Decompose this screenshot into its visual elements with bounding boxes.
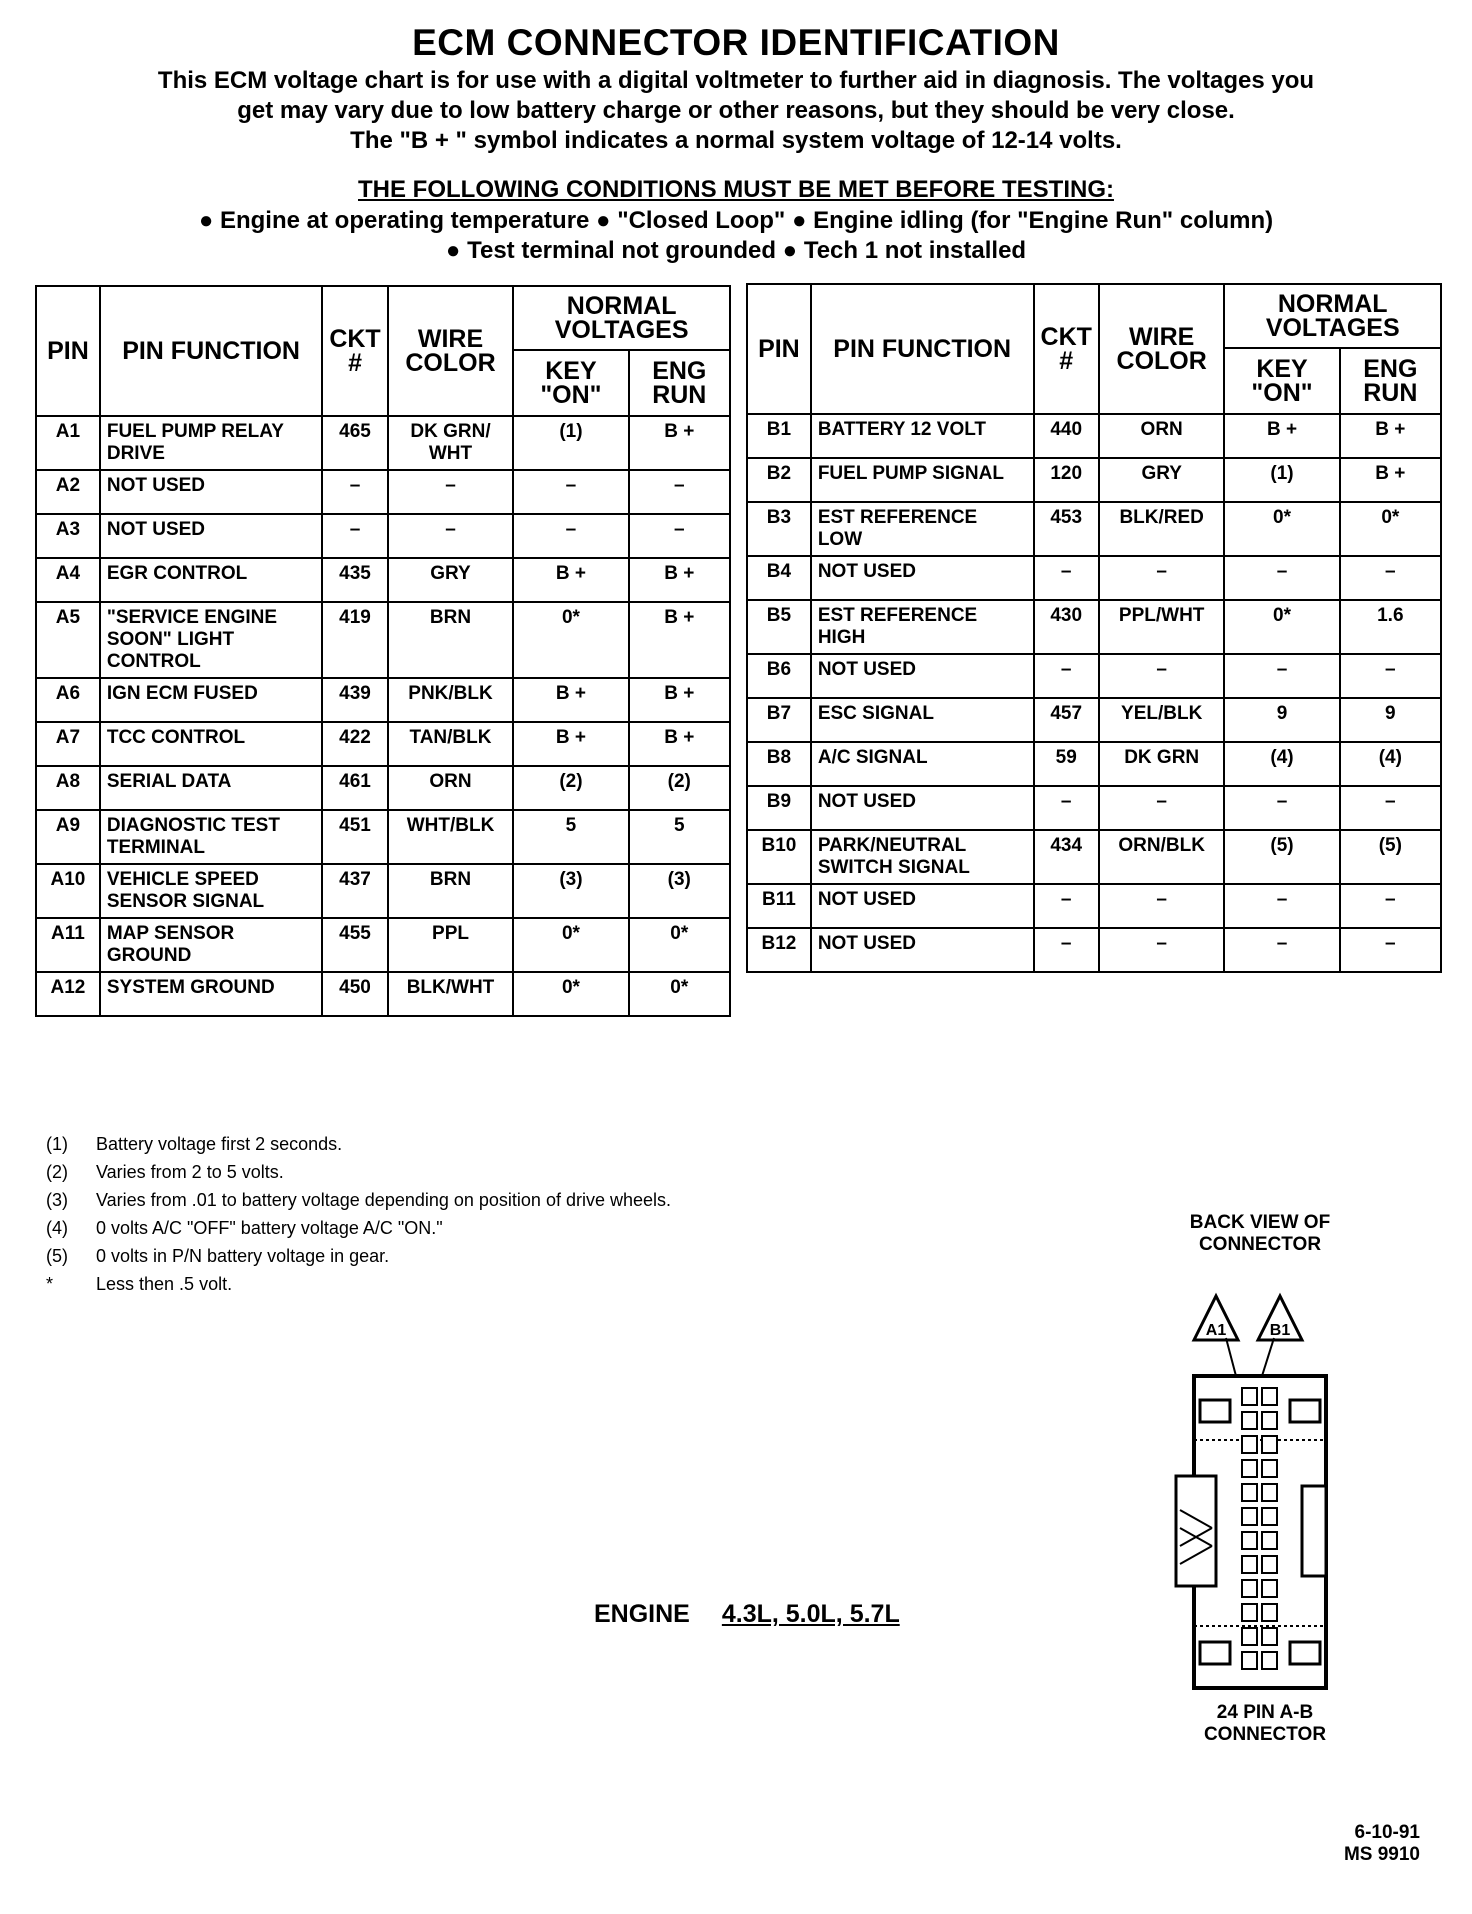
eng-run-cell: 0* xyxy=(629,972,730,1016)
eng-run-cell: B + xyxy=(629,558,730,602)
wire-cell: ORN/BLK xyxy=(1099,830,1225,884)
table-row xyxy=(36,722,730,766)
eng-run-cell: (4) xyxy=(1340,742,1441,786)
connector-pin xyxy=(1242,1604,1257,1621)
table-row xyxy=(36,514,730,558)
function-cell: NOT USED xyxy=(811,786,1034,830)
footer-code: MS 9910 xyxy=(1343,1844,1420,1865)
back-view-label: BACK VIEW OF CONNECTOR xyxy=(1189,1212,1331,1255)
wire-cell: – xyxy=(388,470,514,514)
connector-pin xyxy=(1262,1604,1277,1621)
function-cell: FUEL PUMP SIGNAL xyxy=(811,458,1034,502)
pin-cell: B8 xyxy=(747,742,811,786)
col-eng-run: ENG RUN xyxy=(629,350,730,416)
intro-line: get may vary due to low battery charge or other reasons, but they should be very close. xyxy=(237,97,1235,124)
table-row xyxy=(747,928,1441,972)
ckt-cell: 451 xyxy=(322,810,387,864)
function-cell: TCC CONTROL xyxy=(100,722,322,766)
table-row xyxy=(36,864,730,918)
key-on-cell: B + xyxy=(513,722,628,766)
wire-cell: GRY xyxy=(388,558,514,602)
key-on-cell: (2) xyxy=(513,766,628,810)
pin-cell: B11 xyxy=(747,884,811,928)
pin-cell: B4 xyxy=(747,556,811,600)
eng-run-cell: B + xyxy=(1340,414,1441,458)
key-on-cell: 0* xyxy=(1224,600,1339,654)
document-footer xyxy=(1344,1822,1420,1866)
ckt-cell: 120 xyxy=(1034,458,1099,502)
ckt-cell: 455 xyxy=(322,918,387,972)
engine-label: ENGINE 4.3L, 5.0L, 5.7L xyxy=(594,1600,900,1628)
ckt-cell: 430 xyxy=(1034,600,1099,654)
table-row xyxy=(36,470,730,514)
eng-run-cell: 1.6 xyxy=(1340,600,1441,654)
pin-cell: B10 xyxy=(747,830,811,884)
table-row xyxy=(36,766,730,810)
key-on-cell: (5) xyxy=(1224,830,1339,884)
ckt-cell: 437 xyxy=(322,864,387,918)
ckt-cell: 440 xyxy=(1034,414,1099,458)
wire-cell: PNK/BLK xyxy=(388,678,514,722)
eng-run-cell: – xyxy=(1340,556,1441,600)
connector-pin xyxy=(1242,1484,1257,1501)
pin-cell: B6 xyxy=(747,654,811,698)
connector-pin xyxy=(1262,1532,1277,1549)
eng-run-cell: – xyxy=(1340,928,1441,972)
pin-cell: A7 xyxy=(36,722,100,766)
pin-cell: A2 xyxy=(36,470,100,514)
wire-cell: ORN xyxy=(388,766,514,810)
footnote: (4) 0 volts A/C "OFF" battery voltage A/C "ON." xyxy=(46,1218,443,1238)
footnote: (3) Varies from .01 to battery voltage depending on position of drive wheels. xyxy=(46,1190,672,1210)
eng-run-cell: B + xyxy=(629,678,730,722)
pin-cell: A5 xyxy=(36,602,100,678)
ckt-cell: 435 xyxy=(322,558,387,602)
intro-line: The "B + " symbol indicates a normal system voltage of 12-14 volts. xyxy=(350,127,1122,154)
table-row xyxy=(747,786,1441,830)
ckt-cell: – xyxy=(1034,884,1099,928)
ckt-cell: – xyxy=(1034,786,1099,830)
col-normal-voltages: NORMAL VOLTAGES xyxy=(1224,284,1441,348)
pin-b1-label: B1 xyxy=(1269,1322,1291,1339)
col-pin-function: PIN FUNCTION xyxy=(811,284,1034,414)
eng-run-cell: – xyxy=(629,514,730,558)
connector-pin xyxy=(1242,1412,1257,1429)
function-cell: NOT USED xyxy=(811,928,1034,972)
table-row xyxy=(36,972,730,1016)
col-normal-voltages: NORMAL VOLTAGES xyxy=(513,286,730,350)
wire-cell: – xyxy=(1099,654,1225,698)
table-row xyxy=(36,918,730,972)
wire-cell: ORN xyxy=(1099,414,1225,458)
wire-cell: BLK/RED xyxy=(1099,502,1225,556)
ckt-cell: 419 xyxy=(322,602,387,678)
table-row xyxy=(747,414,1441,458)
pin-cell: A10 xyxy=(36,864,100,918)
pin-cell: A3 xyxy=(36,514,100,558)
function-cell: EST REFERENCE LOW xyxy=(811,502,1034,556)
key-on-cell: (1) xyxy=(513,416,628,470)
table-row xyxy=(747,600,1441,654)
pin-cell: B3 xyxy=(747,502,811,556)
connector-pin xyxy=(1262,1436,1277,1453)
function-cell: EST REFERENCE HIGH xyxy=(811,600,1034,654)
connector-pin xyxy=(1242,1556,1257,1573)
connector-pin xyxy=(1262,1652,1277,1669)
wire-cell: – xyxy=(388,514,514,558)
footnote: (5) 0 volts in P/N battery voltage in gear. xyxy=(46,1246,390,1266)
function-cell: SYSTEM GROUND xyxy=(100,972,322,1016)
table-row xyxy=(36,416,730,470)
pin-cell: A12 xyxy=(36,972,100,1016)
col-pin-function: PIN FUNCTION xyxy=(100,286,322,416)
table-row xyxy=(747,884,1441,928)
wire-cell: PPL xyxy=(388,918,514,972)
wire-cell: BLK/WHT xyxy=(388,972,514,1016)
wire-cell: PPL/WHT xyxy=(1099,600,1225,654)
function-cell: NOT USED xyxy=(100,470,322,514)
function-cell: BATTERY 12 VOLT xyxy=(811,414,1034,458)
table-row xyxy=(36,602,730,678)
wire-cell: DK GRN xyxy=(1099,742,1225,786)
col-key-on: KEY "ON" xyxy=(1224,348,1339,414)
table-row xyxy=(36,810,730,864)
table-row xyxy=(747,698,1441,742)
key-on-cell: 0* xyxy=(1224,502,1339,556)
col-pin: PIN xyxy=(36,286,100,416)
eng-run-cell: B + xyxy=(1340,458,1441,502)
ckt-cell: – xyxy=(1034,928,1099,972)
connector-pin xyxy=(1242,1580,1257,1597)
connector-pin xyxy=(1242,1628,1257,1645)
function-cell: FUEL PUMP RELAY DRIVE xyxy=(100,416,322,470)
key-on-cell: – xyxy=(1224,786,1339,830)
intro-text xyxy=(60,66,1412,156)
connector-pin xyxy=(1262,1388,1277,1405)
wire-cell: GRY xyxy=(1099,458,1225,502)
key-on-cell: 0* xyxy=(513,918,628,972)
connector-pin xyxy=(1262,1580,1277,1597)
connector-pin xyxy=(1262,1460,1277,1477)
conditions-line: ● Test terminal not grounded ● Tech 1 not installed xyxy=(445,237,1027,264)
function-cell: PARK/NEUTRAL SWITCH SIGNAL xyxy=(811,830,1034,884)
wire-cell: BRN xyxy=(388,864,514,918)
pin-cell: B12 xyxy=(747,928,811,972)
key-on-cell: (3) xyxy=(513,864,628,918)
function-cell: MAP SENSOR GROUND xyxy=(100,918,322,972)
table-row xyxy=(747,556,1441,600)
conditions-heading: THE FOLLOWING CONDITIONS MUST BE MET BEFORE TESTING: xyxy=(358,176,1114,203)
table-row xyxy=(747,502,1441,556)
footnote: (1) Battery voltage first 2 seconds. xyxy=(46,1134,343,1154)
eng-run-cell: (2) xyxy=(629,766,730,810)
intro-line: This ECM voltage chart is for use with a digital voltmeter to further aid in diagnosis. The voltages you xyxy=(157,67,1315,94)
pin-cell: B9 xyxy=(747,786,811,830)
eng-run-cell: – xyxy=(1340,884,1441,928)
function-cell: "SERVICE ENGINE SOON" LIGHT CONTROL xyxy=(100,602,322,678)
ckt-cell: 450 xyxy=(322,972,387,1016)
connector-latch xyxy=(1176,1476,1216,1586)
ckt-cell: 461 xyxy=(322,766,387,810)
connector-type-label: 24 PIN A-B CONNECTOR xyxy=(1203,1702,1327,1745)
function-cell: A/C SIGNAL xyxy=(811,742,1034,786)
pin-cell: A8 xyxy=(36,766,100,810)
eng-run-cell: 0* xyxy=(1340,502,1441,556)
connector-pin xyxy=(1262,1508,1277,1525)
eng-run-cell: (3) xyxy=(629,864,730,918)
ckt-cell: – xyxy=(322,514,387,558)
pin-cell: B1 xyxy=(747,414,811,458)
key-on-cell: (4) xyxy=(1224,742,1339,786)
function-cell: NOT USED xyxy=(100,514,322,558)
pin-table-b xyxy=(746,283,1442,973)
pin-cell: B5 xyxy=(747,600,811,654)
connector-diagram xyxy=(1170,1290,1350,1700)
wire-cell: – xyxy=(1099,884,1225,928)
connector-pin xyxy=(1262,1628,1277,1645)
function-cell: NOT USED xyxy=(811,556,1034,600)
wire-cell: TAN/BLK xyxy=(388,722,514,766)
key-on-cell: 0* xyxy=(513,602,628,678)
eng-run-cell: B + xyxy=(629,416,730,470)
wire-cell: YEL/BLK xyxy=(1099,698,1225,742)
key-on-cell: (1) xyxy=(1224,458,1339,502)
wire-cell: – xyxy=(1099,786,1225,830)
connector-pin xyxy=(1262,1556,1277,1573)
table-row xyxy=(36,558,730,602)
eng-run-cell: 5 xyxy=(629,810,730,864)
ckt-cell: 453 xyxy=(1034,502,1099,556)
key-on-cell: 5 xyxy=(513,810,628,864)
table-row xyxy=(747,458,1441,502)
col-wire-color: WIRE COLOR xyxy=(1099,284,1225,414)
conditions-line: ● Engine at operating temperature ● "Closed Loop" ● Engine idling (for "Engine Run" column) xyxy=(198,207,1274,234)
key-on-cell: 9 xyxy=(1224,698,1339,742)
table-row xyxy=(747,742,1441,786)
footnote: (2) Varies from 2 to 5 volts. xyxy=(46,1162,284,1182)
connector-pin xyxy=(1242,1436,1257,1453)
ckt-cell: 434 xyxy=(1034,830,1099,884)
eng-run-cell: – xyxy=(629,470,730,514)
eng-run-cell: 9 xyxy=(1340,698,1441,742)
ckt-cell: – xyxy=(1034,556,1099,600)
function-cell: IGN ECM FUSED xyxy=(100,678,322,722)
connector-pin xyxy=(1262,1484,1277,1501)
col-ckt: CKT # xyxy=(1034,284,1099,414)
col-key-on: KEY "ON" xyxy=(513,350,628,416)
ckt-cell: 457 xyxy=(1034,698,1099,742)
ckt-cell: – xyxy=(322,470,387,514)
table-row xyxy=(36,678,730,722)
wire-cell: – xyxy=(1099,928,1225,972)
table-row xyxy=(747,654,1441,698)
ckt-cell: 439 xyxy=(322,678,387,722)
function-cell: NOT USED xyxy=(811,884,1034,928)
function-cell: VEHICLE SPEED SENSOR SIGNAL xyxy=(100,864,322,918)
table-row xyxy=(747,830,1441,884)
footnote: * Less then .5 volt. xyxy=(46,1274,233,1294)
key-on-cell: – xyxy=(1224,884,1339,928)
key-on-cell: – xyxy=(1224,556,1339,600)
wire-cell: BRN xyxy=(388,602,514,678)
key-on-cell: B + xyxy=(513,678,628,722)
key-on-cell: – xyxy=(513,514,628,558)
key-on-cell: – xyxy=(513,470,628,514)
wire-cell: – xyxy=(1099,556,1225,600)
pin-cell: B2 xyxy=(747,458,811,502)
page-title: ECM CONNECTOR IDENTIFICATION xyxy=(412,22,1060,63)
col-ckt: CKT # xyxy=(322,286,387,416)
pin-cell: A1 xyxy=(36,416,100,470)
connector-pin xyxy=(1242,1388,1257,1405)
ckt-cell: – xyxy=(1034,654,1099,698)
function-cell: DIAGNOSTIC TEST TERMINAL xyxy=(100,810,322,864)
col-pin: PIN xyxy=(747,284,811,414)
footer-date: 6-10-91 xyxy=(1354,1822,1420,1843)
ckt-cell: 465 xyxy=(322,416,387,470)
pin-cell: B7 xyxy=(747,698,811,742)
col-eng-run: ENG RUN xyxy=(1340,348,1441,414)
pin-a1-label: A1 xyxy=(1205,1322,1227,1339)
key-on-cell: 0* xyxy=(513,972,628,1016)
function-cell: SERIAL DATA xyxy=(100,766,322,810)
connector-pin xyxy=(1242,1508,1257,1525)
key-on-cell: B + xyxy=(1224,414,1339,458)
connector-pin xyxy=(1262,1412,1277,1429)
connector-pin xyxy=(1242,1532,1257,1549)
key-on-cell: B + xyxy=(513,558,628,602)
key-on-cell: – xyxy=(1224,928,1339,972)
wire-cell: DK GRN/ WHT xyxy=(388,416,514,470)
function-cell: EGR CONTROL xyxy=(100,558,322,602)
pin-cell: A4 xyxy=(36,558,100,602)
eng-run-cell: 0* xyxy=(629,918,730,972)
connector-pin xyxy=(1242,1460,1257,1477)
pin-table-a xyxy=(35,285,731,1017)
pin-cell: A6 xyxy=(36,678,100,722)
function-cell: NOT USED xyxy=(811,654,1034,698)
pin-cell: A11 xyxy=(36,918,100,972)
footnotes xyxy=(46,1130,671,1298)
function-cell: ESC SIGNAL xyxy=(811,698,1034,742)
eng-run-cell: B + xyxy=(629,722,730,766)
pin-cell: A9 xyxy=(36,810,100,864)
connector-pin xyxy=(1242,1652,1257,1669)
eng-run-cell: B + xyxy=(629,602,730,678)
ckt-cell: 59 xyxy=(1034,742,1099,786)
wire-cell: WHT/BLK xyxy=(388,810,514,864)
eng-run-cell: – xyxy=(1340,786,1441,830)
eng-run-cell: – xyxy=(1340,654,1441,698)
key-on-cell: – xyxy=(1224,654,1339,698)
col-wire-color: WIRE COLOR xyxy=(388,286,514,416)
ckt-cell: 422 xyxy=(322,722,387,766)
eng-run-cell: (5) xyxy=(1340,830,1441,884)
